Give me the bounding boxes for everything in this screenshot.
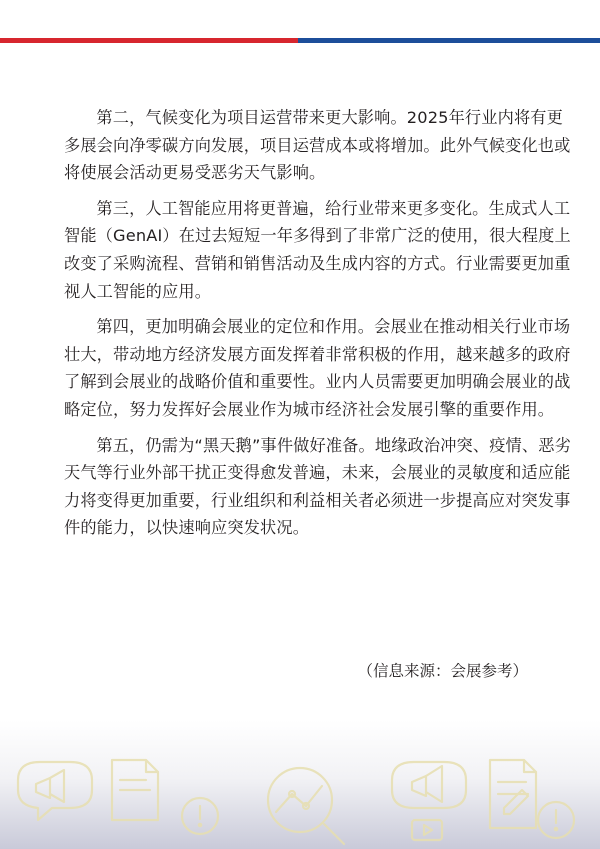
paragraph-ai: 第三，人工智能应用将更普遍，给行业带来更多变化。生成式人工智能（GenAI）在过去短短一年多得到了非常广泛的使用，很大程度上改变了采购流程、营销和销售活动及生成内容的方式。行业需要更加重视人工智能的应用。 <box>64 198 571 301</box>
paragraph-climate: 第二，气候变化为项目运营带来更大影响。2025年行业内将有更多展会向净零碳方向发展，项目运营成本或将增加。此外气候变化也或将使展会活动更易受恶劣天气影响。 <box>64 108 571 183</box>
warning-icon-right <box>538 802 574 838</box>
chat-bubble-icon <box>18 762 92 820</box>
footer-illustration <box>0 720 600 849</box>
warning-icon <box>182 798 218 834</box>
footer-icons-svg <box>0 720 600 849</box>
header-bar-red <box>0 38 298 43</box>
document-icon-right <box>490 760 536 828</box>
magnifier-icon <box>268 768 344 844</box>
paragraph-positioning: 第四，更加明确会展业的定位和作用。会展业在推动相关行业市场壮大，带动地方经济发展方面发挥着非常积极的作用，越来越多的政府了解到会展业的战略价值和重要性。业内人员需要更加明确会展业的战略定位，努力发挥好会展业作为城市经济社会发展引擎的重要作用。 <box>64 317 571 419</box>
megaphone-icon <box>392 762 466 808</box>
document-icon <box>112 760 158 820</box>
article-body <box>64 104 574 542</box>
source-note: （信息来源：会展参考） <box>357 662 528 680</box>
paragraph-black-swan: 第五，仍需为“黑天鹅”事件做好准备。地缘政治冲突、疫情、恶劣天气等行业外部干扰正变得愈发普遍，未来，会展业的灵敏度和适应能力将变得更加重要，行业组织和利益相关者必须进一步提高应对突发事件的能力，以快速响应突发状况。 <box>64 435 571 538</box>
header-color-bar <box>0 38 600 43</box>
header-bar-blue <box>298 38 600 43</box>
video-icon <box>412 820 442 840</box>
